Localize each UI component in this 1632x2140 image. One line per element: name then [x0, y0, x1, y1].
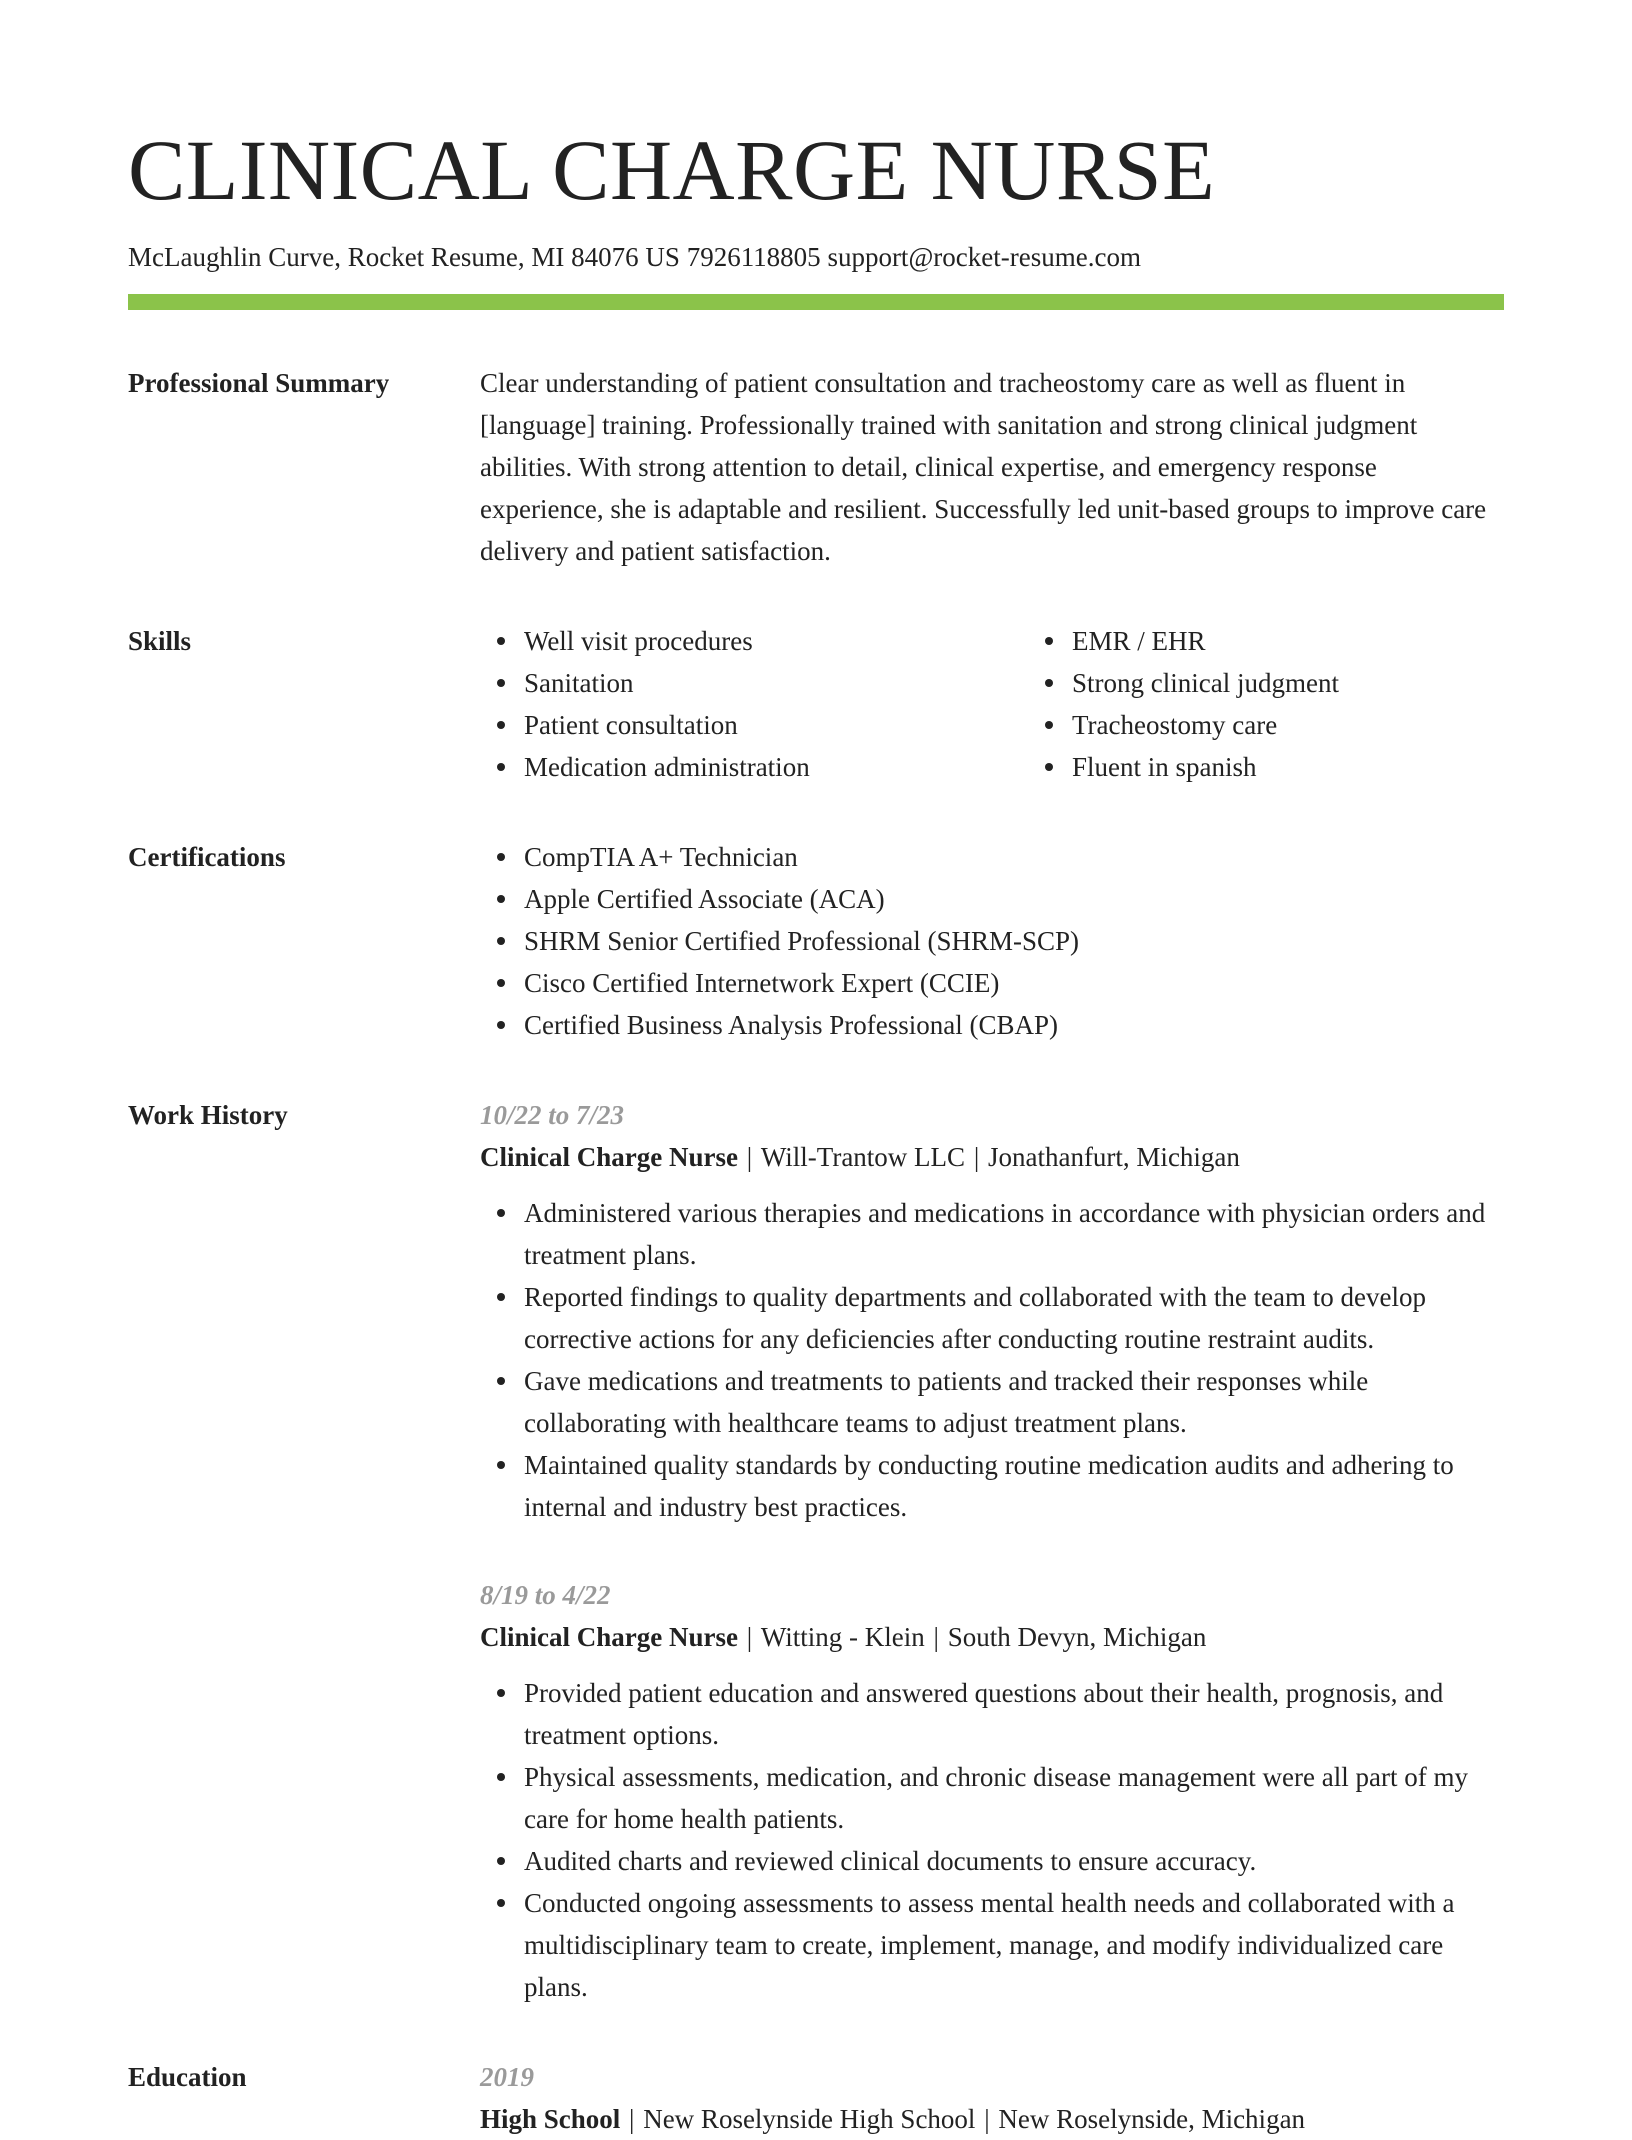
education-year: 2019	[480, 2062, 534, 2092]
certification-item: Certified Business Analysis Professional (CBAP)	[524, 1004, 1504, 1046]
work-history-section	[128, 1094, 1504, 2008]
job-bullet: Conducted ongoing assessments to assess mental health needs and collaborated with a multidisciplinary team to create, implement, manage, and modify individualized care plans.	[524, 1882, 1504, 2008]
certification-item: Cisco Certified Internetwork Expert (CCIE)	[524, 962, 1504, 1004]
skill-item: Sanitation	[524, 662, 1028, 704]
job-bullet: Physical assessments, medication, and chronic disease management were all part of my care for home health patients.	[524, 1756, 1504, 1840]
summary-text: Clear understanding of patient consultation and tracheostomy care as well as fluent in [language] training. Professionally trained with sanitation and strong clinical judgment abilities. With strong attention to detail, clinical expertise, and emergency response experience, she is adaptable and resilient. Successfully led unit-based groups to improve care delivery and patient satisfaction.	[480, 368, 1487, 566]
certification-item: CompTIA A+ Technician	[524, 836, 1504, 878]
skill-item: EMR / EHR	[1072, 620, 1576, 662]
summary-heading: Professional Summary	[128, 368, 390, 398]
certification-item: SHRM Senior Certified Professional (SHRM-SCP)	[524, 920, 1504, 962]
education-section	[128, 2056, 1504, 2140]
skill-item: Medication administration	[524, 746, 1028, 788]
contact-address: McLaughlin Curve, Rocket Resume, MI 84076 US	[128, 242, 680, 272]
resume-title: CLINICAL CHARGE NURSE	[128, 122, 1216, 218]
job-role-line: Clinical Charge Nurse | Will-Trantow LLC | Jonathanfurt, Michigan	[480, 1142, 1240, 1172]
skill-item: Fluent in spanish	[1072, 746, 1576, 788]
work-history-heading: Work History	[128, 1100, 288, 1130]
job-location: South Devyn, Michigan	[947, 1622, 1207, 1652]
certifications-heading: Certifications	[128, 842, 286, 872]
skill-item: Tracheostomy care	[1072, 704, 1576, 746]
job-dates: 10/22 to 7/23	[480, 1100, 625, 1130]
job-bullet: Provided patient education and answered questions about their health, prognosis, and treatment options.	[524, 1672, 1504, 1756]
job-bullet: Maintained quality standards by conducting routine medication audits and adhering to internal and industry best practices.	[524, 1444, 1504, 1528]
job-title: Clinical Charge Nurse	[480, 1142, 738, 1172]
skill-item: Well visit procedures	[524, 620, 1028, 662]
job-bullet: Administered various therapies and medications in accordance with physician orders and treatment plans.	[524, 1192, 1504, 1276]
job-bullet: Reported findings to quality departments and collaborated with the team to develop corrective actions for any deficiencies after conducting routine restraint audits.	[524, 1276, 1504, 1360]
accent-divider	[128, 294, 1504, 310]
skills-column-right	[1028, 620, 1576, 788]
skills-section	[128, 620, 1504, 788]
job-dates: 8/19 to 4/22	[480, 1580, 611, 1610]
job-role-line: Clinical Charge Nurse | Witting - Klein | South Devyn, Michigan	[480, 1622, 1207, 1652]
skill-item: Strong clinical judgment	[1072, 662, 1576, 704]
job-company: Witting - Klein	[760, 1622, 925, 1652]
skills-heading: Skills	[128, 626, 192, 656]
contact-email: support@rocket-resume.com	[827, 242, 1141, 272]
job-company: Will-Trantow LLC	[760, 1142, 966, 1172]
certification-item: Apple Certified Associate (ACA)	[524, 878, 1504, 920]
job-bullets	[480, 1672, 1504, 2008]
contact-line	[128, 240, 1504, 274]
resume-page	[128, 118, 1504, 2140]
job-entry	[480, 1094, 1504, 1528]
skill-item: Patient consultation	[524, 704, 1028, 746]
job-bullet: Audited charts and reviewed clinical documents to ensure accuracy.	[524, 1840, 1504, 1882]
job-bullet: Gave medications and treatments to patients and tracked their responses while collaborating with healthcare teams to adjust treatment plans.	[524, 1360, 1504, 1444]
education-location: New Roselynside, Michigan	[998, 2104, 1306, 2134]
summary-section	[128, 362, 1504, 572]
education-line: High School | New Roselynside High School | New Roselynside, Michigan	[480, 2104, 1306, 2134]
education-degree: High School	[480, 2104, 621, 2134]
certifications-section	[128, 836, 1504, 1046]
job-location: Jonathanfurt, Michigan	[987, 1142, 1240, 1172]
contact-phone: 7926118805	[686, 242, 821, 272]
job-entry	[480, 1574, 1504, 2008]
job-title: Clinical Charge Nurse	[480, 1622, 738, 1652]
education-school: New Roselynside High School	[643, 2104, 976, 2134]
education-heading: Education	[128, 2062, 247, 2092]
certifications-list	[480, 836, 1504, 1046]
job-bullets	[480, 1192, 1504, 1528]
skills-column-left	[480, 620, 1028, 788]
